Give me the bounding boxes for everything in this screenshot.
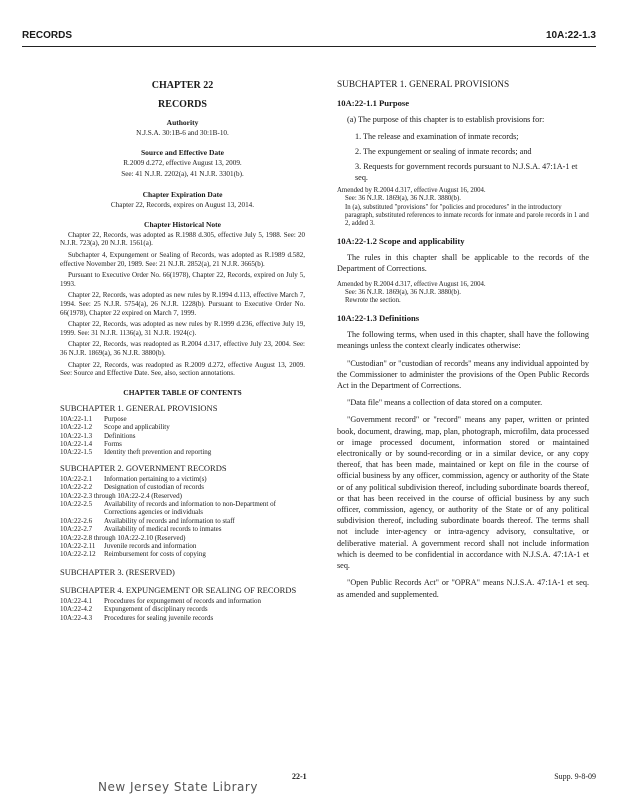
supplement-date: Supp. 9-8-09 (554, 772, 596, 781)
toc-reserved-range: 10A:22-2.8 through 10A:22-2.10 (Reserved) (60, 533, 186, 542)
definitions-intro: The following terms, when used in this chapter, shall have the following meanings unless the context clearly indicates otherwise: (337, 330, 589, 351)
toc-subchapter: SUBCHAPTER 3. (RESERVED) (60, 566, 175, 577)
toc-subchapter: SUBCHAPTER 2. GOVERNMENT RECORDS (60, 462, 227, 473)
expiration-heading: Chapter Expiration Date (142, 189, 223, 199)
authority-text: N.J.S.A. 30:1B-6 and 30:1B-10. (136, 129, 229, 137)
toc-description: Juvenile records and information (104, 542, 197, 550)
source-line: R.2009 d.272, effective August 13, 2009. (123, 159, 242, 168)
purpose-history (337, 187, 589, 228)
history-note: Chapter 22, Records, was readopted as R.2009 d.272, effective August 13, 2009. See: Source and Effective Date. See, also, section annotations. (60, 360, 305, 378)
toc-description: Identity theft prevention and reporting (104, 448, 212, 457)
toc-description: Designation of custodian of records (104, 483, 204, 492)
left-column (60, 80, 305, 622)
header-right: 10A:22-1.3 (545, 30, 596, 41)
toc-item (60, 440, 305, 448)
toc-list-sub4 (60, 597, 305, 622)
toc-description: Definitions (104, 431, 136, 440)
scope-text: The rules in this chapter shall be applicable to the records of the Department of Corrections. (337, 253, 589, 274)
expiration-text: Chapter 22, Records, expires on August 13, 2014. (110, 200, 255, 209)
header-rule (22, 46, 596, 47)
source-heading: Source and Effective Date (141, 148, 224, 158)
toc-item (60, 525, 305, 533)
history-line: Rewrote the section. (345, 297, 401, 305)
toc-description: Purpose (104, 414, 127, 423)
toc-description: Reimbursement for costs of copying (104, 550, 206, 559)
history-note: Chapter 22, Records, was readopted as R.2004 d.317, effective July 23, 2004. See: 36 N.J.R. 1869(a), 36 N.J.R. 3880(b). (60, 340, 305, 357)
toc-number: 10A:22-2.11 (60, 542, 96, 550)
right-column (337, 80, 589, 606)
toc-list-sub1 (60, 415, 305, 457)
toc-item (60, 550, 305, 558)
toc-number: 10A:22-4.3 (60, 613, 93, 622)
toc-title: CHAPTER TABLE OF CONTENTS (123, 387, 242, 397)
toc-number: 10A:22-2.1 (60, 474, 93, 483)
history-line: See: 36 N.J.R. 1869(a), 36 N.J.R. 3880(b). (345, 288, 461, 296)
toc-number: 10A:22-2.5 (60, 499, 93, 508)
definition: "Government record" or "record" means any paper, written or printed book, document, drawing, map, plan, photograph, microfilm, data processed or image processed document, information stored or maintained electronically or by sound-recording or in a similar device, or any copy thereof, that has been made, maintained or kept on file in the course of official business by any officer, commission, agency or authority of the State or of any political subdivision thereof, including subordinate boards thereof, or that has been received in the course of official business by any such officer, commission, agency, or authority of the State or of any political subdivision thereof, including subordinate boards thereof. The terms shall not include inter-agency or intra-agency advisory, consultative, or deliberative material. A government record shall not include information which is deemed to be confidential in accordance with N.J.S.A. 47:1A-1 et seq. (337, 415, 589, 571)
history-line: See: 36 N.J.R. 1869(a), 36 N.J.R. 3880(b). (345, 195, 461, 203)
purpose-item: 2. The expungement or sealing of inmate records; and (355, 147, 532, 157)
section-heading-definitions: 10A:22-1.3 Definitions (337, 313, 420, 324)
toc-description: Availability of records and information to staff (104, 516, 235, 525)
history-note: Chapter 22, Records, was adopted as new rules by R.1999 d.236, effective July 19, 1999. See: 31 N.J.R. 1136(a), 31 N.J.R. 1924(c). (60, 320, 305, 337)
toc-number: 10A:22-2.12 (60, 550, 96, 559)
page-number: 22-1 (292, 772, 307, 781)
toc-item (60, 517, 305, 525)
toc-item (60, 423, 305, 431)
toc-item (60, 500, 305, 517)
history-note: Chapter 22, Records, was adopted as new rules by R.1994 d.113, effective March 7, 1994. See: 25 N.J.R. 5754(a), 26 N.J.R. 1228(b). Pursuant to Executive Order No. 66(1978), Chapter 22 expired on March 7, 1999. (60, 291, 305, 317)
purpose-item: 3. Requests for government records pursuant to N.J.S.A. 47:1A-1 et seq. (355, 162, 578, 183)
toc-item (60, 415, 305, 423)
toc-number: 10A:22-1.1 (60, 414, 93, 423)
chapter-title: RECORDS (158, 99, 207, 110)
section-heading-purpose: 10A:22-1.1 Purpose (337, 98, 410, 108)
toc-number: 10A:22-2.2 (60, 483, 93, 492)
scope-history (337, 281, 589, 306)
toc-item (60, 432, 305, 440)
toc-item (60, 597, 305, 605)
toc-number: 10A:22-1.5 (60, 448, 93, 457)
toc-item (60, 475, 305, 483)
history-note: Pursuant to Executive Order No. 66(1978), Chapter 22, Records, expired on July 5, 1993. (60, 271, 305, 288)
toc-item (60, 448, 305, 456)
header-left: RECORDS (22, 30, 73, 41)
toc-subchapter: SUBCHAPTER 1. GENERAL PROVISIONS (60, 402, 218, 413)
purpose-item: 1. The release and examination of inmate records; (355, 132, 519, 142)
toc-description: Forms (104, 439, 122, 448)
purpose-intro: (a) The purpose of this chapter is to establish provisions for: (347, 115, 545, 124)
subchapter-heading: SUBCHAPTER 1. GENERAL PROVISIONS (337, 80, 510, 90)
chapter-number: CHAPTER 22 (151, 80, 214, 91)
definition: "Custodian" or "custodian of records" means any individual appointed by the Commissioner to administer the provisions of the Open Public Records Act in the Department of Corrections. (337, 358, 589, 391)
toc-number: 10A:22-2.7 (60, 525, 93, 534)
toc-item (60, 605, 305, 613)
toc-number: 10A:22-2.6 (60, 516, 93, 525)
source-line: See: 41 N.J.R. 2202(a), 41 N.J.R. 3301(b). (121, 170, 244, 179)
toc-number: 10A:22-4.2 (60, 605, 93, 614)
toc-number: 10A:22-1.4 (60, 439, 93, 448)
toc-description: Procedures for sealing juvenile records (104, 613, 214, 622)
history-line: In (a), substituted "provisions" for "policies and procedures" in the introductory paragraph, substituted references to inmate records for inmate and parole records in 1 and 2, added 3. (345, 203, 589, 228)
definition: "Data file" means a collection of data stored on a computer. (347, 398, 543, 408)
running-header (22, 30, 596, 44)
toc-description: Procedures for expungement of records and information (104, 596, 262, 605)
toc-description: Scope and applicability (104, 423, 170, 432)
history-note: Chapter 22, Records, was adopted as R.1988 d.305, effective July 5, 1988. See: 20 N.J.R. 723(a), 20 N.J.R. 1561(a). (60, 230, 305, 248)
section-heading-scope: 10A:22-1.2 Scope and applicability (337, 236, 465, 247)
toc-number: 10A:22-1.3 (60, 431, 93, 440)
toc-reserved-range: 10A:22-2.3 through 10A:22-2.4 (Reserved) (60, 491, 182, 500)
history-heading: Chapter Historical Note (144, 219, 221, 229)
library-stamp: New Jersey State Library (98, 780, 258, 794)
toc-description: Availability of medical records to inmates (104, 525, 222, 534)
definition: "Open Public Records Act" or "OPRA" means N.J.S.A. 47:1A-1 et seq. as amended and supplemented. (337, 578, 589, 599)
toc-item (60, 614, 305, 622)
history-line: Amended by R.2004 d.317, effective August 16, 2004. (337, 280, 486, 288)
history-line: Amended by R.2004 d.317, effective August 16, 2004. (337, 187, 486, 195)
toc-description: Expungement of disciplinary records (104, 605, 208, 614)
toc-subchapter: SUBCHAPTER 4. EXPUNGEMENT OR SEALING OF RECORDS (60, 584, 297, 595)
toc-number: 10A:22-1.2 (60, 423, 93, 432)
toc-item (60, 483, 305, 491)
authority-heading: Authority (166, 118, 199, 127)
toc-list-sub2 (60, 475, 305, 559)
history-note: Subchapter 4, Expungement or Sealing of Records, was adopted as R.1989 d.582, effective November 20, 1989. See: 21 N.J.R. 2852(a), 21 N.J.R. 3665(b). (60, 251, 305, 268)
toc-item (60, 542, 305, 550)
toc-description: Information pertaining to a victim(s) (104, 474, 207, 483)
toc-number: 10A:22-4.1 (60, 596, 93, 605)
toc-description: Availability of records and information to non-Department of Corrections agencies or individuals (104, 499, 276, 517)
